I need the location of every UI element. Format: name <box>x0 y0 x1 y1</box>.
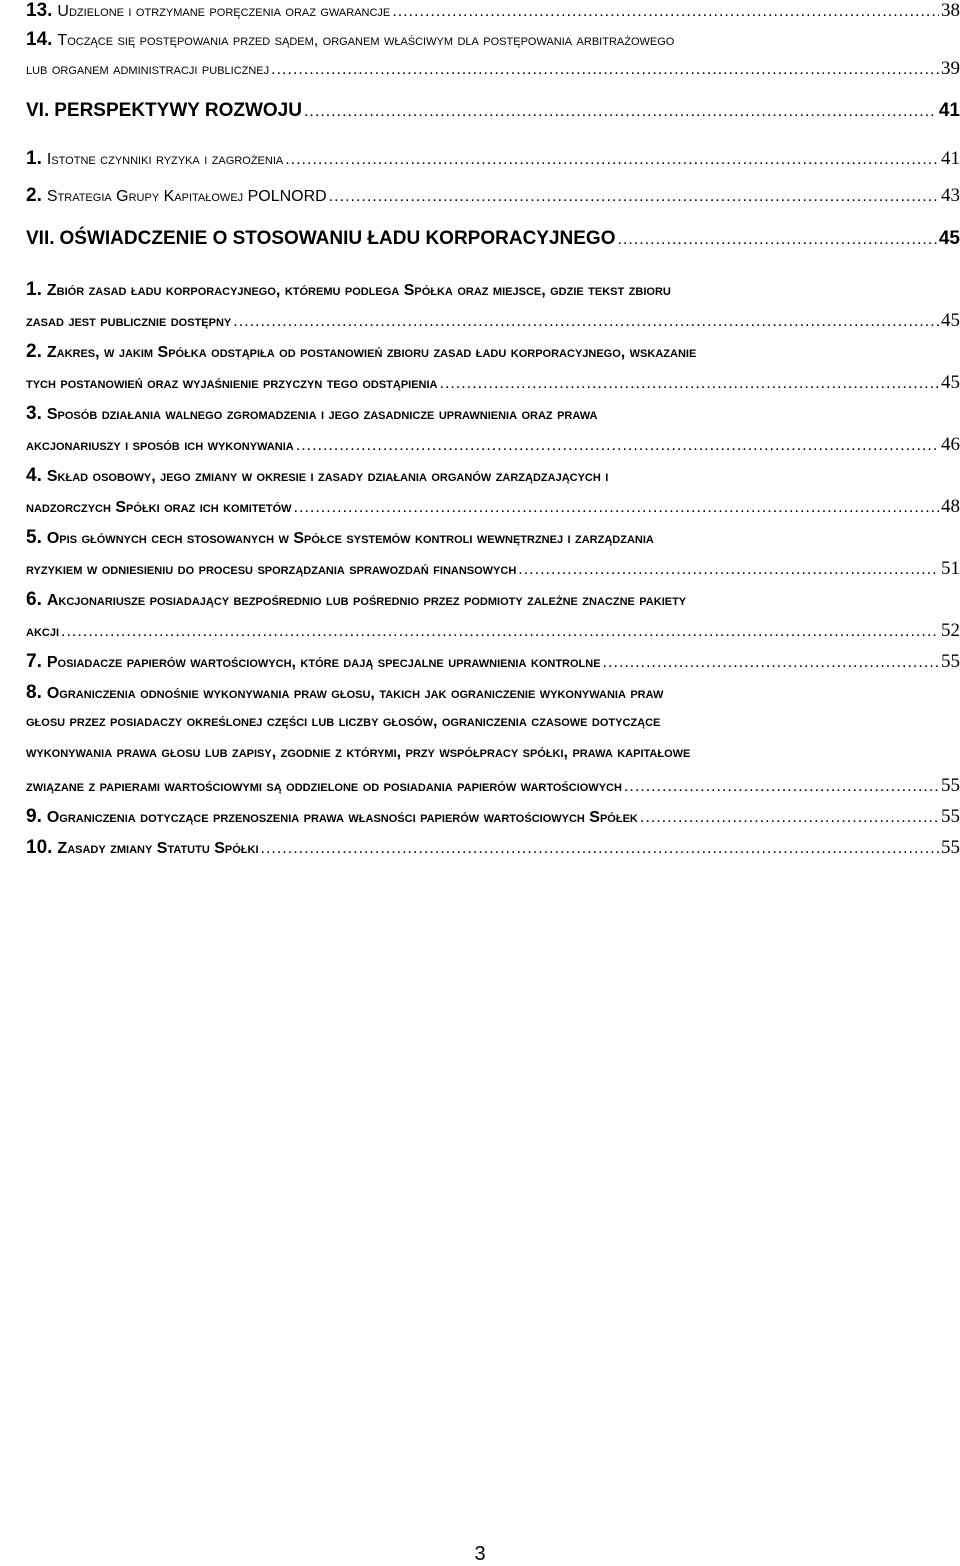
toc-entry-page: 43 <box>941 185 960 206</box>
toc-entry-title: Zakres, w jakim Spółka odstąpiła od postanowień zbioru zasad ładu korporacyjnego, wskazanie <box>46 344 697 361</box>
dot-leader <box>294 499 939 517</box>
toc-entry-page: 41 <box>941 148 960 169</box>
toc-entry-title: ryzykiem w odniesieniu do procesu sporządzania sprawozdań finansowych <box>26 561 517 578</box>
toc-entry-title: Zasady zmiany Statutu Spółki <box>57 840 259 857</box>
page-number: 3 <box>474 1543 486 1565</box>
toc-entry-page: 48 <box>941 496 960 517</box>
dot-leader <box>329 188 939 206</box>
dot-leader <box>233 313 939 331</box>
toc-entry-title: Istotne czynniki ryzyka i zagrożenia <box>46 151 284 168</box>
toc-entry-title: akcji <box>26 623 60 640</box>
toc-entry-title: tych postanowień oraz wyjaśnienie przyczyn tego odstąpienia <box>26 375 438 392</box>
toc-entry-title: Akcjonariusze posiadający bezpośrednio lub pośrednio przez podmioty zależne znaczne pakiety <box>46 592 687 609</box>
toc-entry-title: nadzorczych Spółki oraz ich komitetów <box>26 499 292 516</box>
dot-leader <box>640 809 939 827</box>
toc-entry-number: 9. <box>26 806 42 827</box>
toc-entry-page: 55 <box>941 837 960 858</box>
toc-entry-number: 8. <box>26 682 42 703</box>
dot-leader <box>296 437 939 455</box>
dot-leader <box>440 375 940 393</box>
toc-entry-title: Ograniczenia odnośnie wykonywania praw głosu, takich jak ograniczenie wykonywania praw <box>46 685 664 702</box>
toc-entry-page: 51 <box>941 558 960 579</box>
toc-entry-number: 13. <box>26 0 53 21</box>
toc-entry-title: Posiadacze papierów wartościowych, które dają specjalne uprawnienia kontrolne <box>46 654 601 671</box>
toc-entry-title: Toczące się postępowania przed sądem, organem właściwym dla postępowania arbitrażowego <box>57 32 675 49</box>
toc-entry-title: akcjonariuszy i sposób ich wykonywania <box>26 437 294 454</box>
toc-entry-page: 52 <box>941 620 960 641</box>
toc-entry-page: 45 <box>941 372 960 393</box>
toc-entry-page: 55 <box>941 651 960 672</box>
toc-entry-title: Skład osobowy, jego zmiany w okresie i zasady działania organów zarządzających i <box>46 468 609 485</box>
toc-entry-page: 55 <box>941 806 960 827</box>
toc-entry-title: Ograniczenia dotyczące przenoszenia prawa własności papierów wartościowych Spółek <box>46 809 638 826</box>
dot-leader <box>518 561 939 579</box>
toc-entry-number: 2. <box>26 185 42 206</box>
toc-entry-title: Sposób działania walnego zgromadzenia i jego zasadnicze uprawnienia oraz prawa <box>46 406 598 423</box>
toc-entry-page: 45 <box>938 228 960 249</box>
toc-entry-title: Opis głównych cech stosowanych w Spółce systemów kontroli wewnętrznej i zarządzania <box>46 530 654 547</box>
toc-entry-title: wykonywania prawa głosu lub zapisy, zgodnie z którymi, przy współpracy spółki, prawa kapitałowe <box>26 744 691 761</box>
toc-entry-number: 4. <box>26 465 42 486</box>
toc-entry-title: lub organem administracji publicznej <box>26 61 270 78</box>
dot-leader <box>624 778 939 796</box>
toc-entry-number: 1. <box>26 279 42 300</box>
toc-entry-number: 10. <box>26 837 53 858</box>
dot-leader <box>261 840 939 858</box>
toc-entry-title: OŚWIADCZENIE O STOSOWANIU ŁADU KORPORACYJNEGO <box>59 228 616 249</box>
toc-entry-page: 46 <box>941 434 960 455</box>
toc-entry-title: głosu przez posiadaczy określonej części lub liczby głosów, ograniczenia czasowe dotyczące <box>26 713 661 730</box>
toc-entry-title: Udzielone i otrzymane poręczenia oraz gwarancje <box>57 3 391 20</box>
toc-entry-number: 6. <box>26 589 42 610</box>
dot-leader <box>271 61 939 79</box>
toc-entry-number: VII. <box>26 228 55 249</box>
dot-leader <box>61 623 939 641</box>
toc-entry-number: 2. <box>26 341 42 362</box>
toc-entry-number: 5. <box>26 527 42 548</box>
toc-entry-title: Strategia Grupy Kapitałowej POLNORD <box>46 188 327 205</box>
toc-entry-page: 38 <box>941 0 960 21</box>
toc-entry-page: 45 <box>941 310 960 331</box>
toc-entry-page: 55 <box>941 775 960 796</box>
toc-entry-number: 7. <box>26 651 42 672</box>
toc-entry-page: 41 <box>938 100 960 121</box>
toc-entry-number: VI. <box>26 100 50 121</box>
dot-leader <box>285 151 939 169</box>
toc-entry-page: 39 <box>941 58 960 79</box>
dot-leader <box>304 103 937 121</box>
toc-entry-number: 14. <box>26 29 53 50</box>
toc-entry-title: PERSPEKTYWY ROZWOJU <box>54 100 302 121</box>
dot-leader <box>603 654 939 672</box>
dot-leader <box>617 231 936 249</box>
toc-entry-title: zasad jest publicznie dostępny <box>26 313 232 330</box>
toc-entry-title: związane z papierami wartościowymi są oddzielone od posiadania papierów wartościowych <box>26 778 622 795</box>
toc-entry-number: 3. <box>26 403 42 424</box>
toc-entry-title: Zbiór zasad ładu korporacyjnego, któremu podlega Spółka oraz miejsce, gdzie tekst zbioru <box>46 282 671 299</box>
toc-entry-number: 1. <box>26 148 42 169</box>
dot-leader <box>392 3 939 21</box>
